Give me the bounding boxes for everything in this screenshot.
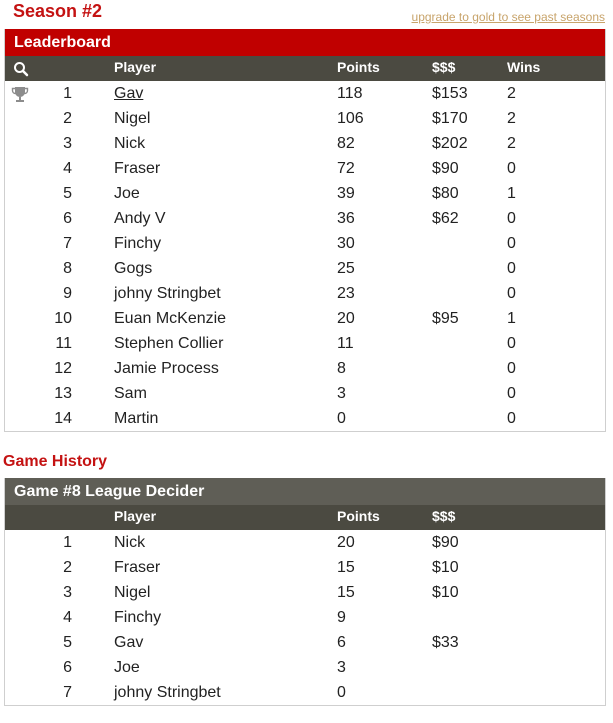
money-cell: $80 (432, 185, 459, 202)
points-cell: 3 (337, 659, 346, 676)
player-name[interactable]: Martin (114, 410, 159, 427)
player-name: johny Stringbet (114, 684, 221, 701)
rank-cell: 12 (54, 360, 72, 377)
player-name: Fraser (114, 559, 161, 576)
player-name: Nigel (114, 584, 151, 601)
wins-cell: 0 (507, 410, 516, 427)
leaderboard-row (5, 256, 605, 281)
rank-cell: 5 (63, 634, 72, 651)
player-name[interactable]: Jamie Process (114, 360, 219, 377)
leaderboard-row (5, 406, 605, 431)
game-history-title: Game History (3, 453, 108, 470)
player-name[interactable]: Gogs (114, 260, 153, 277)
rank-cell: 5 (63, 185, 72, 202)
wins-cell: 0 (507, 335, 516, 352)
leaderboard-row (5, 231, 605, 256)
points-cell: 30 (337, 235, 355, 252)
column-header-wins[interactable]: Wins (507, 59, 541, 75)
rank-cell: 7 (63, 684, 72, 701)
points-cell: 11 (337, 335, 354, 352)
player-name[interactable]: Finchy (114, 235, 162, 252)
game-row (5, 605, 605, 630)
leaderboard-row (5, 381, 605, 406)
points-cell: 20 (337, 310, 355, 327)
player-name[interactable]: Euan McKenzie (114, 310, 227, 327)
money-cell: $62 (432, 210, 459, 227)
rank-cell: 6 (63, 659, 72, 676)
leaderboard-table-header (5, 56, 605, 81)
points-cell: 3 (337, 385, 346, 402)
season-title: Season #2 (13, 1, 103, 21)
leaderboard-row (5, 356, 605, 381)
rank-cell: 6 (63, 210, 72, 227)
points-cell: 0 (337, 410, 346, 427)
rank-cell: 1 (63, 534, 72, 551)
column-header-player[interactable]: Player (114, 59, 157, 75)
money-cell: $153 (432, 85, 468, 102)
player-name[interactable]: Joe (114, 185, 140, 202)
player-name: Joe (114, 659, 140, 676)
column-header-points[interactable]: Points (337, 59, 380, 75)
rank-cell: 10 (54, 310, 72, 327)
trophy-icon (11, 86, 29, 103)
game-rows (5, 530, 605, 705)
rank-cell: 2 (63, 559, 72, 576)
column-header-money[interactable]: $$$ (432, 59, 456, 75)
money-cell: $33 (432, 634, 459, 651)
leaderboard-row (5, 156, 605, 181)
points-cell: 6 (337, 634, 346, 651)
player-name: Nick (114, 534, 146, 551)
points-cell: 8 (337, 360, 346, 377)
money-cell: $90 (432, 534, 459, 551)
rank-cell: 3 (63, 135, 72, 152)
leaderboard-row (5, 306, 605, 331)
search-icon[interactable] (13, 61, 29, 77)
wins-cell: 2 (507, 85, 516, 102)
points-cell: 118 (337, 85, 363, 102)
wins-cell: 2 (507, 135, 516, 152)
leaderboard-row (5, 81, 605, 106)
game-row (5, 530, 605, 555)
points-cell: 0 (337, 684, 346, 701)
leaderboard-row (5, 206, 605, 231)
rank-cell: 13 (54, 385, 72, 402)
player-name[interactable]: Sam (114, 385, 147, 402)
wins-cell: 0 (507, 385, 516, 402)
wins-cell: 0 (507, 360, 516, 377)
rank-cell: 7 (63, 235, 72, 252)
wins-cell: 0 (507, 160, 516, 177)
wins-cell: 0 (507, 210, 516, 227)
money-cell: $202 (432, 135, 468, 152)
wins-cell: 0 (507, 260, 516, 277)
game-history-panel (4, 478, 606, 706)
points-cell: 25 (337, 260, 355, 277)
points-cell: 82 (337, 135, 355, 152)
leaderboard-row (5, 281, 605, 306)
wins-cell: 0 (507, 285, 516, 302)
game-row (5, 655, 605, 680)
game-title: Game #8 League Decider (5, 478, 605, 505)
money-cell: $10 (432, 584, 459, 601)
player-name: Gav (114, 634, 144, 651)
player-name[interactable]: Andy V (114, 210, 166, 227)
points-cell: 39 (337, 185, 355, 202)
leaderboard-row (5, 106, 605, 131)
leaderboard-rows (5, 81, 605, 431)
rank-cell: 1 (63, 85, 72, 102)
game-row (5, 555, 605, 580)
points-cell: 36 (337, 210, 355, 227)
rank-cell: 9 (63, 285, 72, 302)
game-column-header-player: Player (114, 508, 157, 524)
wins-cell: 0 (507, 235, 516, 252)
rank-cell: 4 (63, 160, 72, 177)
player-name[interactable]: Fraser (114, 160, 161, 177)
points-cell: 15 (337, 584, 355, 601)
rank-cell: 8 (63, 260, 72, 277)
points-cell: 20 (337, 534, 355, 551)
money-cell: $90 (432, 160, 459, 177)
rank-cell: 11 (55, 335, 72, 352)
game-row (5, 630, 605, 655)
player-name[interactable]: Nigel (114, 110, 151, 127)
leaderboard-row (5, 331, 605, 356)
player-name: Finchy (114, 609, 162, 626)
player-name[interactable]: Stephen Collier (114, 335, 224, 352)
points-cell: 72 (337, 160, 355, 177)
leaderboard-row (5, 131, 605, 156)
points-cell: 23 (337, 285, 355, 302)
game-table-header (5, 505, 605, 530)
rank-cell: 2 (63, 110, 72, 127)
money-cell: $170 (432, 110, 468, 127)
game-column-header-money: $$$ (432, 508, 456, 524)
points-cell: 106 (337, 110, 364, 127)
wins-cell: 1 (507, 310, 516, 327)
wins-cell: 2 (507, 110, 516, 127)
leaderboard-panel (4, 29, 606, 432)
leaderboard-title: Leaderboard (5, 29, 605, 56)
player-name[interactable]: Gav (114, 85, 144, 102)
rank-cell: 3 (63, 584, 72, 601)
player-name[interactable]: Nick (114, 135, 146, 152)
points-cell: 15 (337, 559, 355, 576)
points-cell: 9 (337, 609, 346, 626)
game-column-header-points: Points (337, 508, 380, 524)
game-row (5, 580, 605, 605)
rank-cell: 4 (63, 609, 72, 626)
money-cell: $10 (432, 559, 459, 576)
money-cell: $95 (432, 310, 459, 327)
player-name[interactable]: johny Stringbet (114, 285, 221, 302)
wins-cell: 1 (507, 185, 516, 202)
leaderboard-row (5, 181, 605, 206)
upgrade-link[interactable]: upgrade to gold to see past seasons (411, 10, 605, 24)
game-row (5, 680, 605, 705)
rank-cell: 14 (54, 410, 72, 427)
